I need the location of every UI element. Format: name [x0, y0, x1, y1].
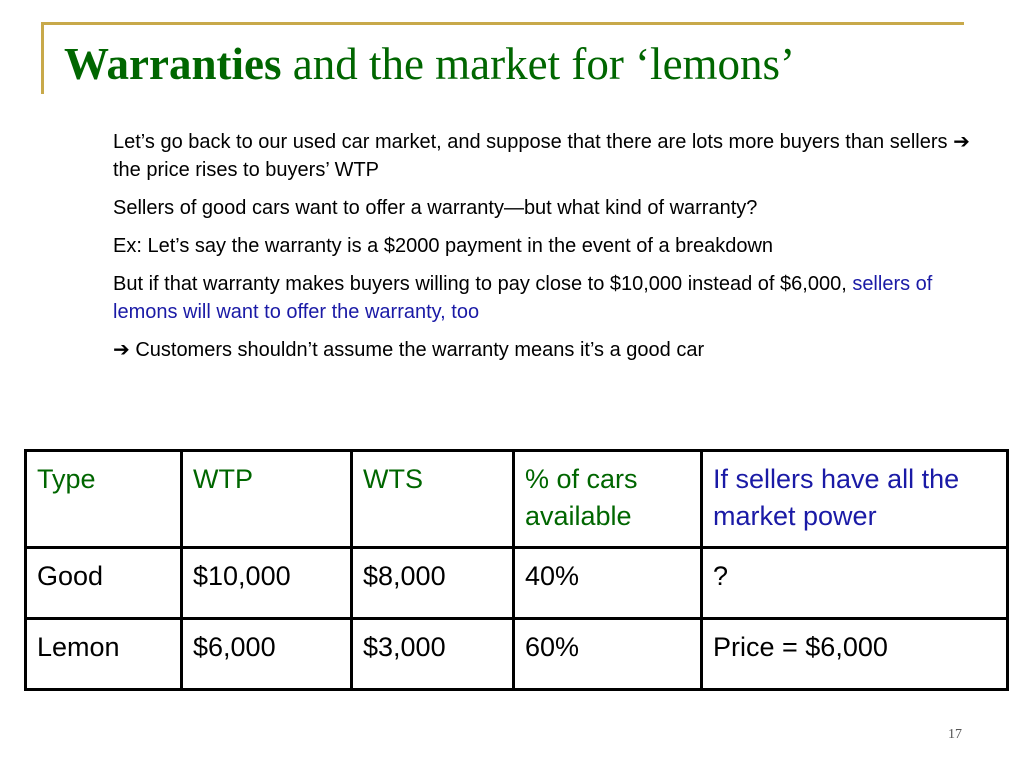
table-header-cell: WTP [182, 451, 352, 548]
slide-frame-top-line [43, 22, 964, 25]
bullet-list [113, 128, 973, 374]
table-header-cell: If sellers have all the market power [702, 451, 1008, 548]
bullet-item: Ex: Let’s say the warranty is a $2000 payment in the event of a breakdown [113, 235, 774, 257]
bullet-item: Sellers of good cars want to offer a warranty—but what kind of warranty? [113, 197, 758, 219]
table-header-cell: WTS [352, 451, 514, 548]
bullet-text: But if that warranty makes buyers willing to pay close to $10,000 instead of $6,000, [113, 273, 853, 295]
bullet-item [113, 270, 973, 326]
table-header-cell: % of cars available [514, 451, 702, 548]
slide-title [64, 40, 795, 90]
bullet-highlight: sellers of lemons will want to offer the warranty, too [113, 273, 933, 323]
slide-title-bold: Warranties [64, 39, 282, 89]
table-cell: Good [26, 548, 182, 619]
table-cell: ? [702, 548, 1008, 619]
bullet-item: Let’s go back to our used car market, and suppose that there are lots more buyers than sellers ➔ the price rises to buyers’ WTP [113, 131, 970, 181]
table-header-row [26, 451, 1008, 548]
table-cell: 40% [514, 548, 702, 619]
bullet-item: ➔ Customers shouldn’t assume the warranty means it’s a good car [113, 339, 705, 361]
lemons-table [24, 449, 1009, 691]
slide-frame-left-line [41, 22, 44, 94]
table-cell: Price = $6,000 [702, 619, 1008, 690]
table-cell: 60% [514, 619, 702, 690]
table-row [26, 548, 1008, 619]
table-cell: $6,000 [182, 619, 352, 690]
table-cell: $10,000 [182, 548, 352, 619]
slide-title-rest: and the market for ‘lemons’ [281, 39, 796, 89]
table-header-cell: Type [26, 451, 182, 548]
table-cell: Lemon [26, 619, 182, 690]
table-cell: $8,000 [352, 548, 514, 619]
page-number: 17 [948, 727, 962, 742]
table-cell: $3,000 [352, 619, 514, 690]
table-row [26, 619, 1008, 690]
